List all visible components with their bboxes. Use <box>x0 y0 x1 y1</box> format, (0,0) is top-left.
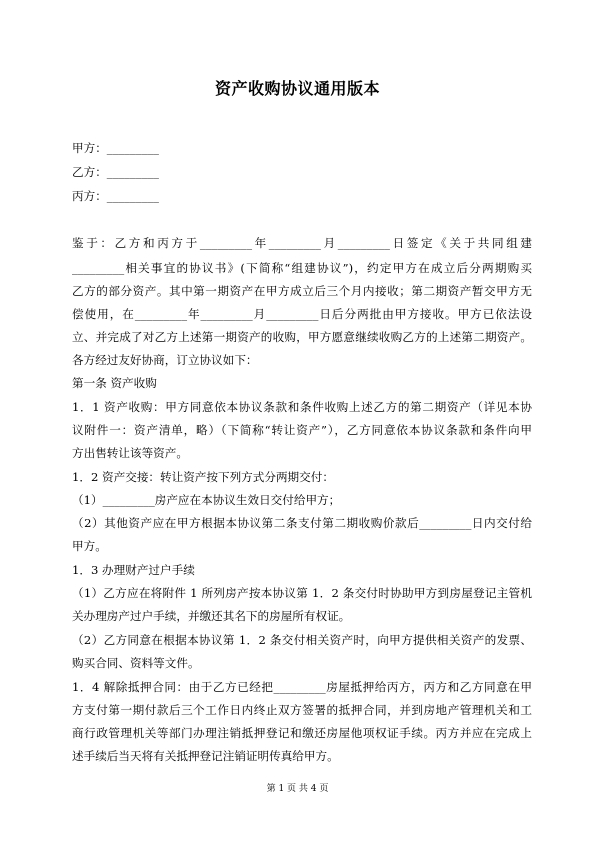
body-line: 各方经过友好协商，订立协议如下： <box>72 353 258 367</box>
body-line: 1．2 资产交接：转让资产按下列方式分两期交付： <box>72 470 334 484</box>
body-line: 方出售转让该等资产。 <box>72 446 188 460</box>
body-line: 商行政管理机关等部门办理注销抵押登记和缴还房屋他项权证手续。丙方并应在完成上 <box>72 726 532 740</box>
body-line: （2）乙方同意在根据本协议第 1．2 条交付相关资产时，向甲方提供相关资产的发票、 <box>72 633 532 647</box>
body-line: 议附件一：资产清单，略）（下简称“转让资产”），乙方同意依本协议条款和条件向甲 <box>72 423 532 437</box>
body-line: 甲方。 <box>72 539 107 553</box>
document-title: 资产收购协议通用版本 <box>214 79 380 98</box>
body-line: （2）其他资产应在甲方根据本协议第二条支付第二期收购价款后_________日内交付给 <box>72 516 532 530</box>
party-b-line: 乙方：_________ <box>72 165 159 179</box>
body-line: （1）_________房产应在本协议生效日交付给甲方； <box>72 493 341 507</box>
body-line: 1．3 办理财产过户手续 <box>72 563 195 577</box>
party-c-line: 丙方：_________ <box>72 189 159 203</box>
body-line: 述手续后当天将有关抵押登记注销证明传真给甲方。 <box>72 749 339 763</box>
body-line: 关办理房产过户手续，并缴还其名下的房屋所有权证。 <box>72 609 351 623</box>
body-line: 1．4 解除抵押合同：由于乙方已经把_________房屋抵押给丙方，丙方和乙方同意在甲 <box>72 680 532 694</box>
body-line: 购买合同、资料等文件。 <box>72 656 200 670</box>
body-line: 第一条 资产收购 <box>72 376 157 390</box>
page-footer: 第 1 页 共 4 页 <box>266 784 329 794</box>
body-line: 偿使用，在_________年_________月_________日后分两批由甲方接收。甲方已依法设 <box>72 307 532 321</box>
body-line: （1）乙方应在将附件 1 所列房产按本协议第 1．2 条交付时协助甲方到房屋登记主管机 <box>72 586 532 600</box>
body-line: 鉴于：乙方和丙方于_________年_________月_________日签定《关于共同组建 <box>72 236 532 250</box>
body-line: 乙方的部分资产。其中第一期资产在甲方成立后三个月内接收；第二期资产暂交甲方无 <box>72 284 532 298</box>
body-line: 立、并完成了对乙方上述第一期资产的收购，甲方愿意继续收购乙方的上述第二期资产。 <box>72 330 532 344</box>
party-a-line: 甲方：_________ <box>72 141 159 155</box>
body-line: 1．1 资产收购：甲方同意依本协议条款和条件收购上述乙方的第二期资产（详见本协 <box>72 400 532 414</box>
body-line: 方支付第一期付款后三个工作日内终止双方签署的抵押合同，并到房地产管理机关和工 <box>72 703 532 717</box>
body-line: _________相关事宜的协议书》(下简称“组建协议”)，约定甲方在成立后分两期购买 <box>72 261 532 275</box>
